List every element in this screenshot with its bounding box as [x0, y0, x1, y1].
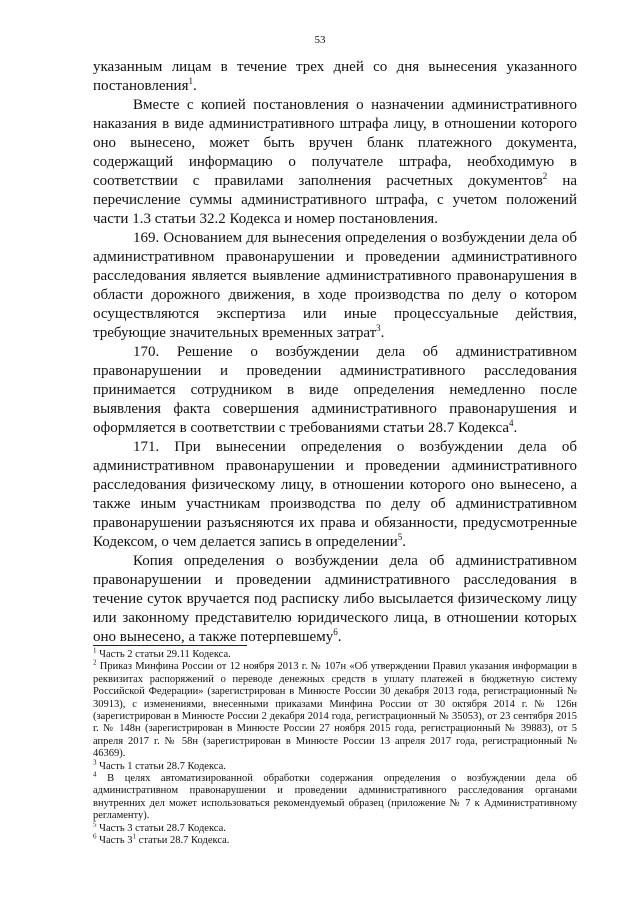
- footnote-ref: 2: [542, 171, 548, 181]
- main-text: [93, 58, 577, 647]
- footnote-number: 6: [93, 832, 97, 841]
- footnote: [93, 832, 577, 847]
- footnote-text: Часть 2 статьи 29.11 Кодекса.: [99, 649, 231, 660]
- footnote-inner-sup: 1: [132, 832, 137, 841]
- footnote-text: Часть 3: [99, 835, 133, 847]
- footnote-divider: [93, 645, 247, 646]
- footnote-number: 2: [93, 658, 97, 667]
- paragraph: [93, 343, 577, 438]
- paragraph-tail: .: [402, 534, 406, 550]
- paragraph-tail: .: [192, 78, 197, 94]
- footnote-number: 1: [93, 646, 97, 655]
- footnote-ref: 3: [376, 323, 381, 333]
- footnote: [93, 646, 577, 661]
- footnote-number: 5: [93, 820, 97, 829]
- footnote: [93, 820, 577, 835]
- paragraph: [93, 552, 577, 647]
- paragraph-tail: .: [337, 629, 342, 645]
- footnote-number: 4: [93, 770, 97, 779]
- footnote: [93, 770, 577, 823]
- paragraph: [93, 229, 577, 343]
- paragraph-text: указанным лицам в течение трех дней со дня вынесения указанного постановления: [93, 59, 577, 94]
- paragraph-tail: .: [513, 420, 518, 436]
- footnote-text: Приказ Минфина России от 12 ноября 2013 г. № 107н «Об утверждении Правил указания информации в реквизитах распоряжений о переводе денежных средств в уплату платежей в бюджетную систему Российской Федерации» (зарегистрирован в Минюсте России 30 декабря 2013 года, регистрационный № 30913), с изменениями, внесенными приказами Минфина России от 30 октября 2014 г. № 126н (зарегистрирован в Минюсте России 2 декабря 2014 года, регистрационный № 35053), от 23 сентября 2015 г. № 148н (зарегистрирован в Минюсте России 27 ноября 2015 года, регистрационный № 39883), от 5 апреля 2017 г. № 58н (зарегистрирован в Минюсте России 13 апреля 2017 года, регистрационный № 46369).: [93, 661, 578, 760]
- paragraph: [93, 96, 577, 229]
- paragraph: [93, 58, 577, 96]
- paragraph-tail: на перечисление суммы административного штрафа, с учетом положений части 1.3 статьи 32.2 Кодекса и номер постановления.: [93, 173, 577, 227]
- paragraph-tail: .: [380, 325, 385, 341]
- footnote-text: В целях автоматизированной обработки содержания определения о возбуждении дела об административном правонарушении и проведении административного расследования органами внутренних дел может использоваться рекомендуемый образец (приложение № 7 к Административному регламенту).: [93, 773, 577, 822]
- paragraph-text: 169. Основанием для вынесения определения о возбуждении дела об административном правонарушении и проведении административного расследования является выявление административного правонарушения в области дорожного движения, в ходе производства по делу о котором осуществляются экспертиза или иные процессуальные действия, требующие значительных временных затрат: [93, 230, 577, 341]
- footnote-ref: 5: [397, 532, 403, 542]
- paragraph-text: Вместе с копией постановления о назначении административного наказания в виде административного штрафа лицу, в отношении которого оно вынесено, может быть вручен бланк платежного документа, содержащий информацию о получателе штрафа, необходимую в соответствии с правилами заполнения расчетных документов: [93, 97, 577, 189]
- footnotes: [93, 646, 578, 848]
- footnote-ref: 1: [188, 76, 193, 86]
- footnote: [93, 758, 577, 773]
- paragraph-text: 170. Решение о возбуждении дела об административном правонарушении и проведении административного расследования принимается сотрудником в виде определения немедленно после выявления факта совершения административного правонарушения и оформляется в соответствии с требованиями статьи 28.7 Кодекса: [93, 344, 577, 436]
- footnote-number: 3: [93, 758, 97, 767]
- footnote-text: Часть 3 статьи 28.7 Кодекса.: [99, 822, 226, 834]
- footnote-ref: 6: [333, 627, 338, 637]
- paragraph-text: 171. При вынесении определения о возбуждении дела об административном правонарушении и проведении административного расследования физическому лицу, в отношении которого оно вынесено, а также иным участникам производства по делу об административном правонарушении разъясняются их права и обязанности, предусмотренные Кодексом, о чем делается запись в определении: [93, 439, 577, 550]
- page-number: 53: [314, 34, 326, 46]
- paragraph-text: Копия определения о возбуждении дела об административном правонарушении и проведении административного расследования в течение суток вручается под расписку либо высылается физическому лицу или законному представителю юридического лица, в отношении которых оно вынесено, а также потерпевшему: [93, 553, 577, 645]
- footnote-ref: 4: [508, 418, 514, 428]
- footnote: [93, 658, 578, 760]
- footnote-text-rest: статьи 28.7 Кодекса.: [136, 835, 230, 847]
- paragraph: [93, 438, 577, 552]
- footnote-text: Часть 1 статьи 28.7 Кодекса.: [99, 760, 226, 772]
